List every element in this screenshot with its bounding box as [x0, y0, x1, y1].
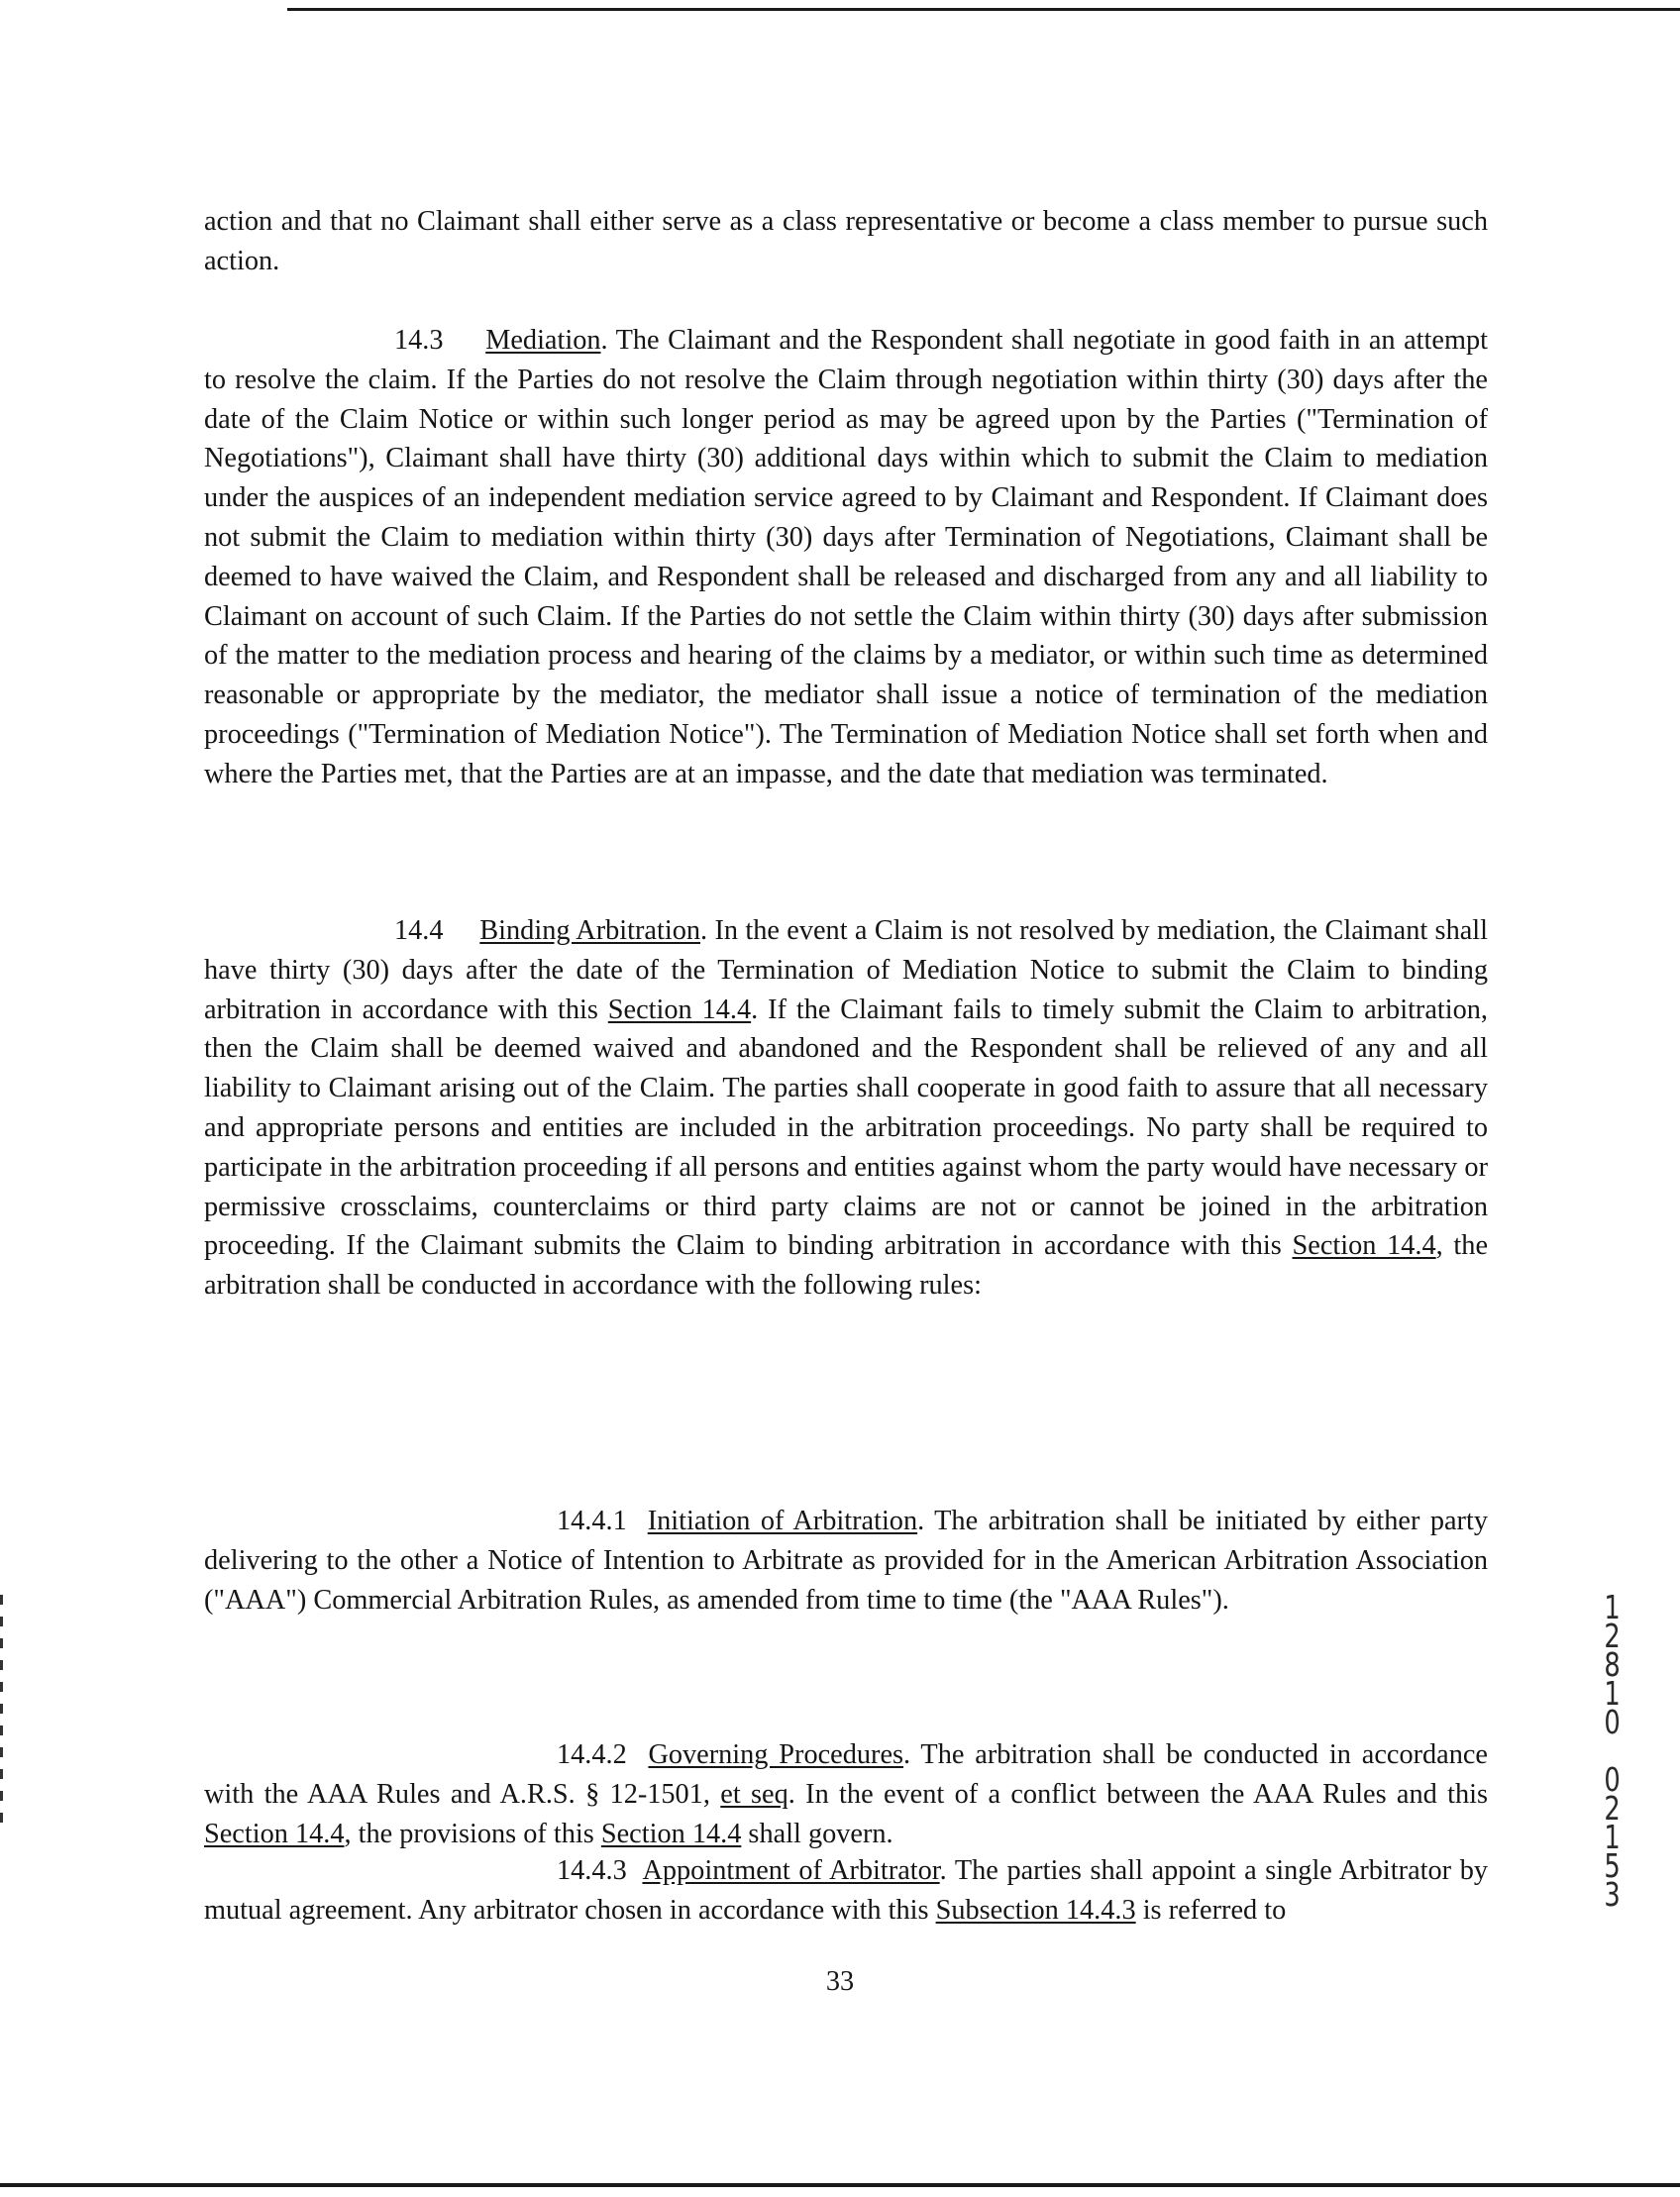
paragraph-text: . The parties shall appoint a single Arbitrator by mutual agreement. Any arbitrator chosen in accordance with this: [204, 1855, 1488, 1926]
section-reference: Subsection 14.4.3: [935, 1894, 1136, 1926]
latin-term: et seq: [720, 1778, 788, 1810]
section-number: 14.4.2: [557, 1739, 627, 1770]
paragraph-text: . The arbitration shall be initiated by either party delivering to the other a Notice of Intention to Arbitrate as provided for in the American Arbitration Association ("AAA") Commercial Arbitration Rules, as amended from time to time (the "AAA Rules").: [204, 1506, 1488, 1616]
paragraph-text: . The Claimant and the Respondent shall negotiate in good faith in an attempt to resolve the claim. If the Parties do not resolve the Claim through negotiation within thirty (30) days after the date of the Claim Notice or within such longer period as may be agreed upon by the Parties ("Termination of Negotiations"), Claimant shall have thirty (30) additional days within which to submit the Claim to mediation under the auspices of an independent mediation service agreed to by Claimant and Respondent. If Claimant does not submit the Claim to mediation within thirty (30) days after Termination of Negotiations, Claimant shall be deemed to have waived the Claim, and Respondent shall be released and discharged from any and all liability to Claimant on account of such Claim. If the Parties do not settle the Claim within thirty (30) days after submission of the matter to the mediation process and hearing of the claims by a mediator, or within such time as determined reasonable or appropriate by the mediator, the mediator shall issue a notice of termination of the mediation proceedings ("Termination of Mediation Notice"). The Termination of Mediation Notice shall set forth when and where the Parties met, that the Parties are at an impasse, and the date that mediation was terminated.: [204, 325, 1488, 789]
bottom-border-line: [0, 2183, 1680, 2187]
section-heading: Mediation: [485, 325, 601, 356]
section-reference: Section 14.4: [1292, 1230, 1436, 1262]
paragraph-14-4-binding-arbitration: [204, 911, 1488, 1306]
paragraph-text: , the arbitration shall be conducted in accordance with the following rules:: [204, 1230, 1489, 1302]
section-reference: Section 14.4: [600, 1818, 742, 1849]
section-heading: Binding Arbitration: [479, 915, 701, 946]
section-number: 14.4.3: [557, 1855, 627, 1886]
paragraph-text: action and that no Claimant shall either serve as a class representative or become a class member to pursue such action.: [204, 206, 1488, 276]
paragraph-text: . In the event of a conflict between the AAA Rules and this: [788, 1778, 1488, 1810]
top-border-line: [287, 8, 1680, 11]
paragraph-14-3-mediation: [204, 321, 1488, 794]
paragraph-text: is referred to: [1135, 1894, 1287, 1926]
paragraph-text: shall govern.: [741, 1818, 893, 1849]
section-reference: Section 14.4: [607, 994, 752, 1025]
section-number: 14.3: [394, 325, 444, 356]
section-heading: Appointment of Arbitrator: [642, 1855, 940, 1886]
stamp-line-2: 0 2 1 5 3: [1604, 1760, 1621, 1914]
page-number: 33: [825, 1966, 855, 1997]
paragraph-14-4-2-governing-procedures: [204, 1735, 1488, 1853]
section-number: 14.4.1: [557, 1506, 627, 1536]
section-heading: Governing Procedures: [648, 1739, 904, 1770]
paragraph-text: , the provisions of this: [344, 1818, 601, 1849]
section-heading: Initiation of Arbitration: [647, 1506, 918, 1536]
scan-edge-marks: [0, 1595, 3, 1823]
paragraph-text: . If the Claimant fails to timely submit the Claim to arbitration, then the Claim shall be deemed waived and abandoned and the Respondent shall be relieved of any and all liability to Claimant arising out of the Claim. The parties shall cooperate in good faith to assure that all necessary and appropriate persons and entities are included in the arbitration proceedings. No party shall be required to participate in the arbitration proceeding if all persons and entities against whom the party would have necessary or permissive crossclaims, counterclaims or third party claims are not or cannot be joined in the arbitration proceeding. If the Claimant submits the Claim to binding arbitration in accordance with this: [204, 994, 1489, 1262]
section-number: 14.4: [394, 915, 444, 946]
paragraph-class-action-continuation: [204, 202, 1488, 281]
section-reference: Section 14.4: [204, 1818, 345, 1849]
stamp-line-1: 1 2 8 1 0: [1604, 1588, 1621, 1741]
paragraph-14-4-3-appointment: [204, 1851, 1488, 1931]
paragraph-14-4-1-initiation: [204, 1502, 1488, 1620]
paragraph-text: . The arbitration shall be conducted in accordance with the AAA Rules and A.R.S. § 12-1501,: [204, 1739, 1488, 1810]
recording-stamp: [1597, 1588, 1628, 1914]
paragraph-text: . In the event a Claim is not resolved by mediation, the Claimant shall have thirty (30) days after the date of the Termination of Mediation Notice to submit the Claim to binding arbitration in accordance with this: [204, 915, 1488, 1025]
